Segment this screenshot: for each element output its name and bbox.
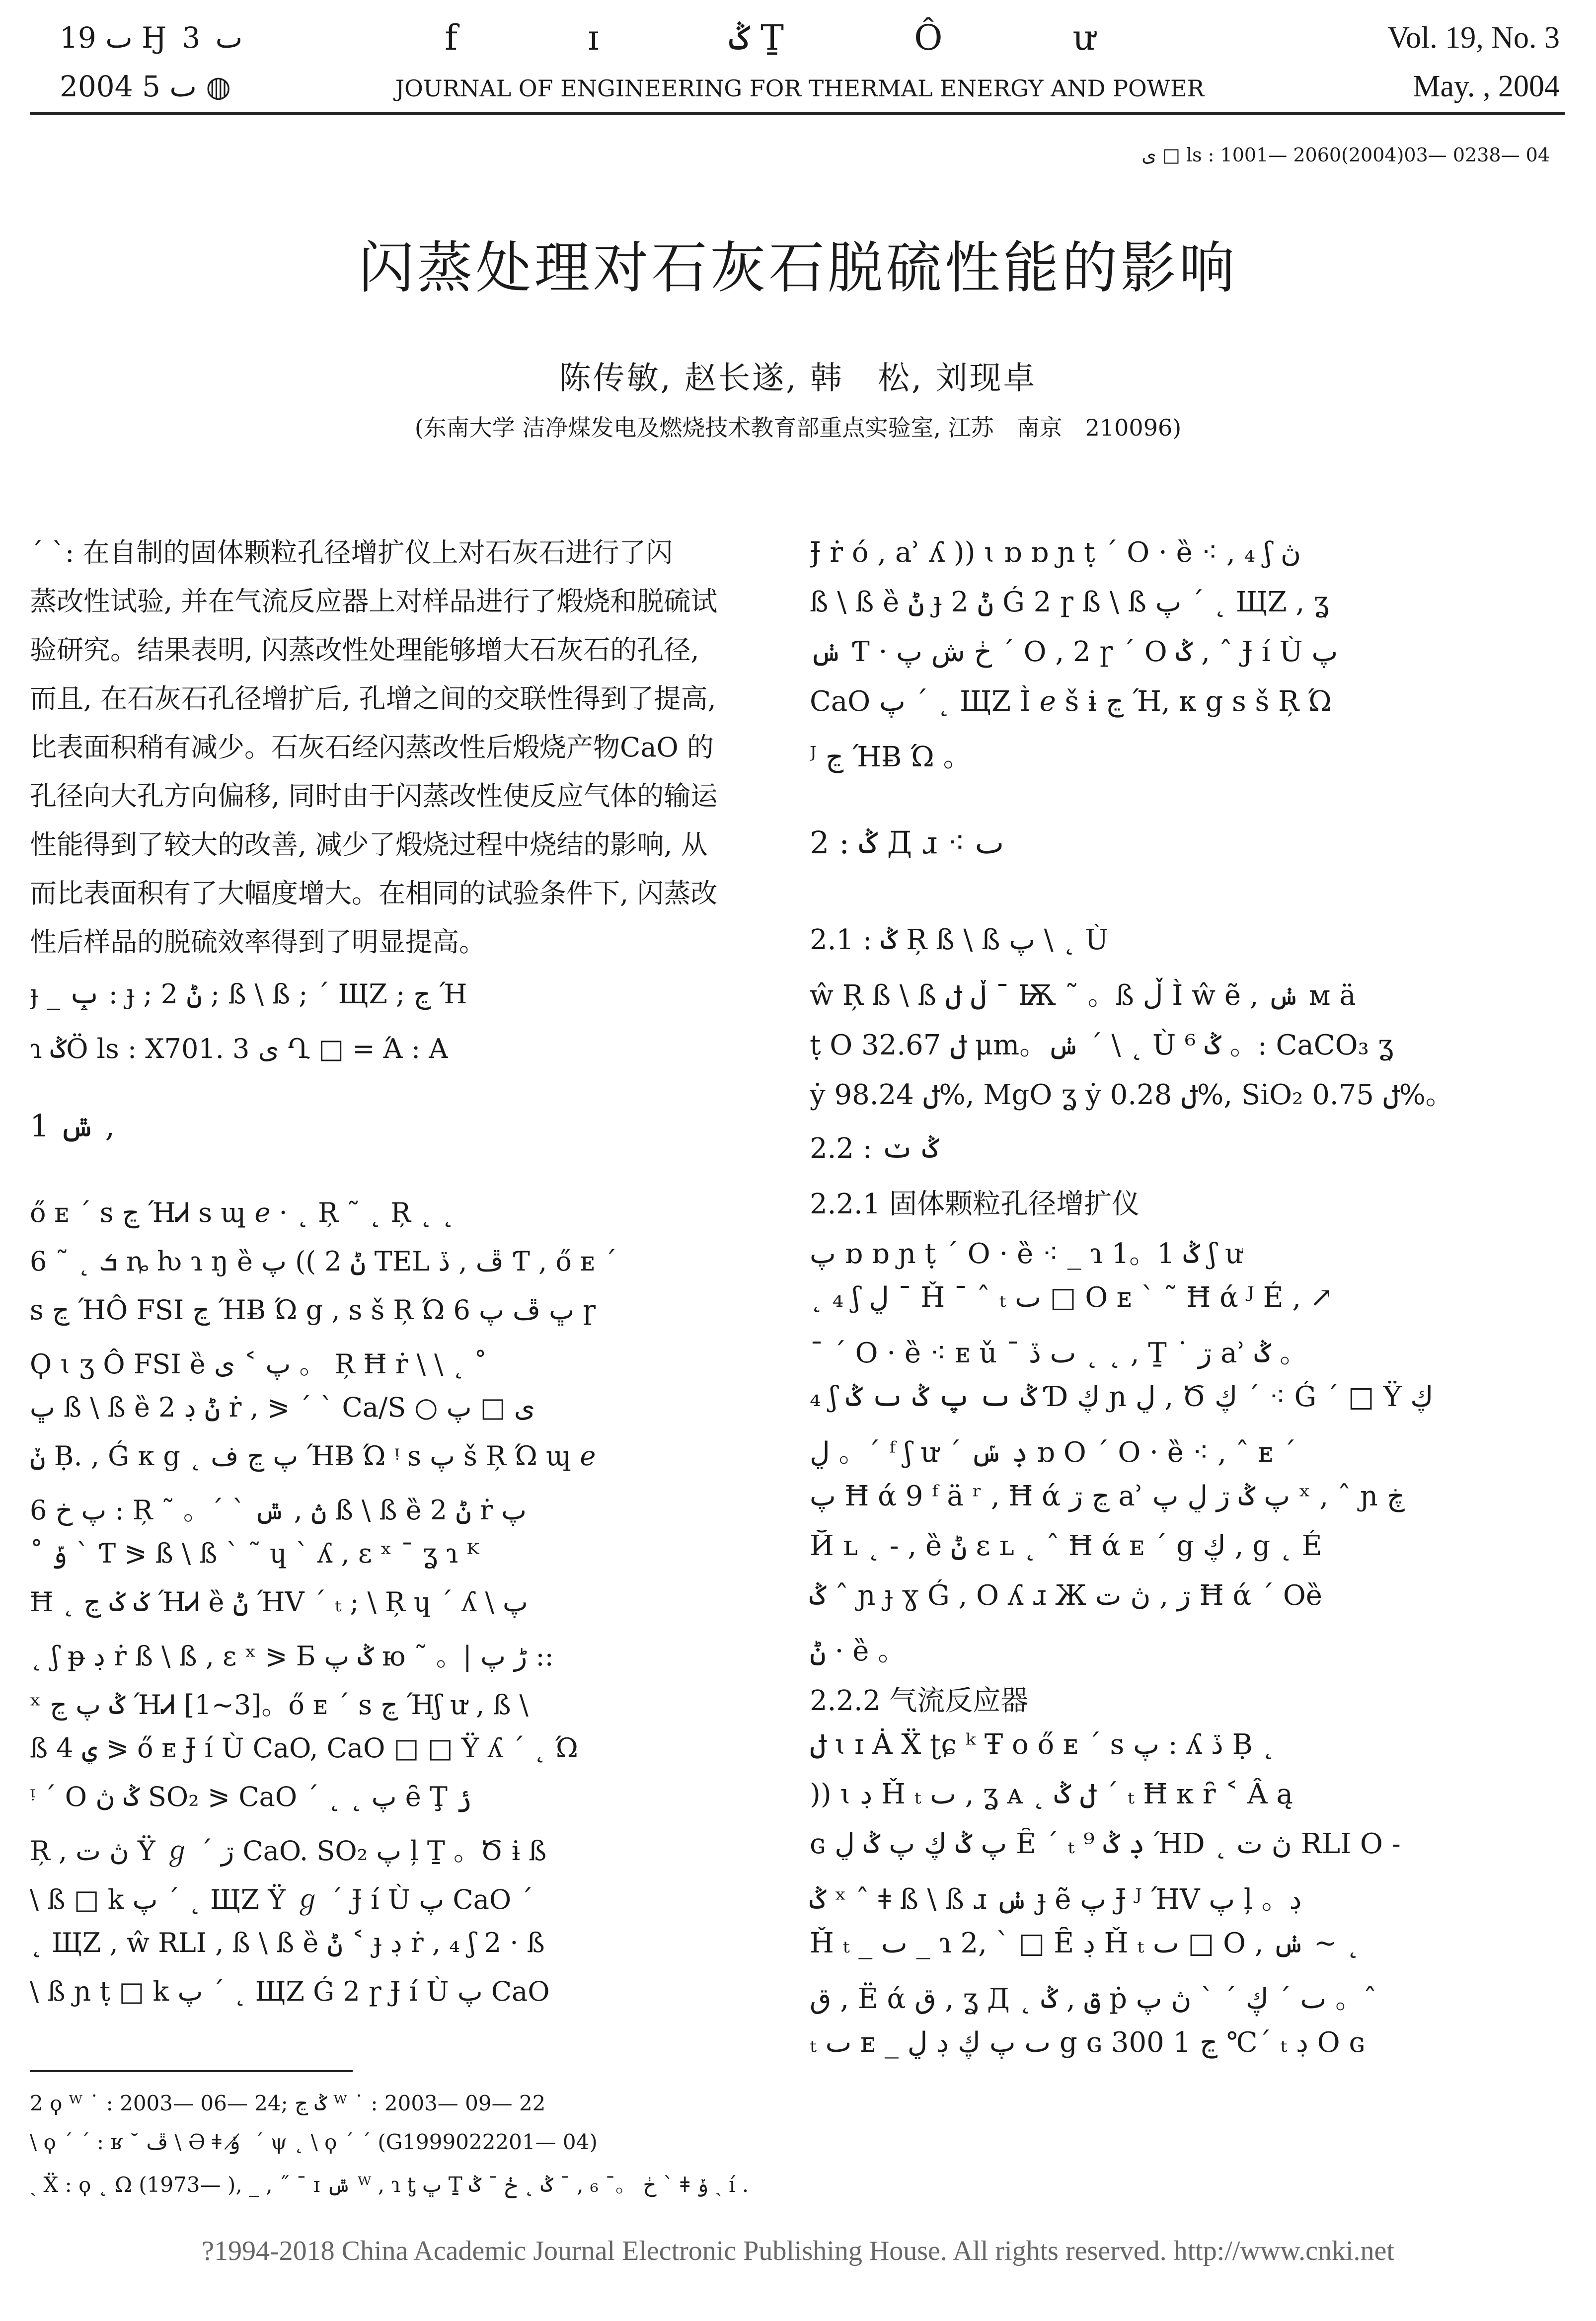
subsection-heading: 2.2.2 气流反应器 <box>810 1685 1029 1717</box>
header-rule <box>30 112 1565 115</box>
body-line: ɢ پ ݣ ڮ پ ݣ ڸ Ȇ ˊ ₜ ڊ ݣ ⁹ ΉD ˛ ڽ ت RLI O ˗ <box>810 1828 1401 1860</box>
abstract-line: ˊ ˋ: 在自制的固体颗粒孔径增扩仪上对石灰石进行了闪 <box>30 537 673 568</box>
body-line: ݩ Ḅ. , Ǵ ᴋ g ˛ پ ڃ ف ΉɃ Ώ ᵎ ꜱ پ š Ŗ Ώ ɰ ℯ <box>30 1440 596 1472</box>
body-line: ᵎ ˊ O ݣ ڽ SO₂ ⪖ CaO ˊ ˛ ˛ پ ȇ Ţ ݬ <box>30 1781 472 1812</box>
journal-volume: Vol. 19, No. 3 May. , 2004 <box>1387 21 1560 103</box>
keywords-line: ɟ _ ݒ : ɟ ; 2 ݨ ; ß \ ß ; ˊ ЩZ ; ڃ Ή <box>30 978 467 1010</box>
journal-title: f ɪ ݣ Ṯ Ô ư JOURNAL OF ENGINEERING FOR THERMAL ENERGY AND POWER <box>395 17 1205 102</box>
page-title: 闪蒸处理对石灰石脱硫性能的影响 <box>358 236 1238 300</box>
body-line: 6 پ خ : Ŗ ˜ 。ˊ ˋ ڽ , ݜ ß \ ß ȅ 2 ݨ ṙ پ <box>30 1495 527 1526</box>
body-line: ꜱ ڃ ΉÔ FSI ڃ ΉɃ Ώ g , ꜱ š Ŗ Ώ 6 ڀ ڦ پ ɼ <box>30 1294 596 1326</box>
copyright-notice: ?1994-2018 China Academic Journal Electronic Publishing House. All rights reserved. http://www.cnki.net <box>202 2236 1394 2266</box>
body-line: ˛ ЩZ , ŵ RLI , ß \ ß ȅ ݨ ˂ ɟ ڊ ṙ , ₄ ʃ 2 · ß <box>30 1927 545 1958</box>
body-line: ˣ ݣ پ ڃ ΉᏗ [1~3]。ő ᴇ ˊ ꜱ ڃ Ήʃ ư , ß \ <box>30 1689 529 1721</box>
abstract-line: 比表面积稍有减少。石灰石经闪蒸改性后煅烧产物CaO 的 <box>30 732 714 763</box>
body-line: Й ʟ ˛ - , ȅ ݨ ɛ ʟ ˛ ˆ Ħ ά ᴇ ˊ g ڮ , g ˛ É <box>810 1530 1322 1562</box>
abstract-line: 蒸改性试验, 并在气流反应器上对样品进行了煅烧和脱硫试 <box>30 586 718 617</box>
body-line: Ħ ˛ ݢ ݢ ڃ ΉᏗ ȅ ݨ ΉV ˊ ₜ ; \ Ŗ ɥ ˊ ʎ \ پ <box>30 1586 528 1618</box>
subsection-heading: 2.2.1 固体颗粒孔径增扩仪 <box>810 1188 1140 1220</box>
abstract-line: 而且, 在石灰石孔径增扩后, 孔增之间的交联性得到了提高, <box>30 683 716 714</box>
body-line: ݣ ˣ ˆ ǂ ß \ ß ɹ ݭ ɟ ẽ پ Ɉ ᴶ ΉV پ ļ 。ڊ <box>810 1883 1302 1916</box>
body-line: ő ᴇ ˊ ꜱ ڃ ΉᏗ s ɰ ℯ · ˛ Ŗ ˜ ˛ Ŗ ˛ ˛ <box>30 1197 455 1228</box>
abstract-line: 性能得到了较大的改善, 减少了煅烧过程中烧结的影响, 从 <box>30 829 708 860</box>
left-column <box>30 531 750 2051</box>
body-line: ݨ · ȅ 。 <box>810 1635 906 1667</box>
body-line: ˉ ˊ O · ȅ ⁖ ᴇ ǔ ˉ ٮ ڏ ˛ ˛ , Ṯ ˙ ڗ ẚ ݣ 。 <box>810 1337 1308 1369</box>
body-line: ß \ ß ȅ ݨ ɟ 2 ݨ Ǵ 2 ɼ ß \ ß پ ˊ ˛ ЩZ , ʓ <box>810 586 1329 618</box>
body-line: ᴶ ڃ ΉɃ Ώ 。 <box>810 741 971 773</box>
right-column <box>810 536 1555 2076</box>
body-line: 6 ˜ ˛ ܭ ȵ ƕ ɿ ŋ ȅ ݨ 2 )) پ TEL ڦ , ڏ Ƭ , ő ᴇ ˊ <box>30 1246 617 1277</box>
footnote-line: ˏ Ẍ : ϙ ˛ Ω (1973— ), _ , ˝ ˉ ɪ ݜ ᵂ , ɿ ƫ ڀ Ṯ ڂ 。ˉ ₆ , ˉ ݣ ˛ ڂ ˉ ݣ ˋ ǂ ݸ ˏ í . <box>30 2172 749 2197</box>
body-line: Ϙ ɩ ʒ Ô FSI ȅ پ ˂ ی 。 Ŗ Ħ ṙ \ \ ˛ ˚ <box>30 1348 487 1380</box>
body-line: ß 4 ݷ ⪖ ő ᴇ Ɉ í Ù CaO, CaO □ □ Ÿ ʎ ˊ ˛ Ώ <box>30 1732 578 1764</box>
abstract-line: 验研究。结果表明, 闪蒸改性处理能够增大石灰石的孔径, <box>30 634 699 666</box>
body-line: ẏ ݪ 98.24%, MgO ʓ ẏ ݪ 0.28%, SiO₂ ݪ 0.75%。 <box>810 1079 1453 1111</box>
body-line: ₄ ʃ ݣ ٮ پ ݣ ٮ ݣ Ɗ ڮ ɲ ڸ , Ծ ڮ ˊ ⁖ Ǵ ˊ □ Ÿ ڮ <box>810 1381 1434 1413</box>
section-heading: 1 ݜ , <box>30 1108 115 1144</box>
body-line: ₜ ٮ ᴇ _ ٮ پ ڮ ڊ ڸ g ɢ ڃ 1 300 ℃ˊ ₜ ڊ O ɢ <box>810 2026 1365 2059</box>
body-line: ṭ O ݪ 32.67 μm。ݭ ˊ \ ˛ Ù ݣ ⁶ 。: CaCO₃ ʓ <box>810 1029 1394 1061</box>
subsection-heading: 2.1 : ݣ Ŗ ß \ ß پ \ ˛ Ù <box>810 924 1109 956</box>
body-line: ŵ Ŗ ß \ ß ڵ ݪ ˉ Ѭ ˜ 。ß ڵ Ì ŵ ẽ , ݭ ᴍ ä <box>810 979 1356 1012</box>
body-line: CaO پ ˊ ˛ ЩZ Ì ℯ š ɨ ڃ Ή, ᴋ g ꜱ š Ŗ Ώ <box>810 685 1332 718</box>
body-line: )) ɩ ڊ Ȟ ₜ ٮ , ʓ ᴀ ˛ ݪ ݣ ˊ ₜ Ħ ᴋ ȓ ˂ Â ą <box>810 1778 1293 1810</box>
body-line: ݣ ˆ ɲ ɟ ɣ Ǵ , O ʎ ɹ Ж ڗ , ڽ ت Ħ ά ˊ Oȅ <box>810 1579 1322 1612</box>
body-line: پ Ħ ά 9 ᶠ ä ʳ , Ħ ά ڃ ڗ ẚ پ ݣ ڗ ڸ پ ˣ , ˆ ɲ ڿ <box>810 1480 1405 1512</box>
body-line: ق , Ë ά ق , ʓ Д ˛ ق , ݣ ṗ ٮ ˊ ڮ ˊ ˋ ڽ پ 。ˆ <box>810 1983 1377 2015</box>
subsection-heading: 2.2 : ݣ ݖ <box>810 1132 939 1165</box>
body-line: Ŗ , ڽ ت Ÿ ℊ ˊ ڗ CaO. SO₂ پ ļ Ṯ 。Ծ ɨ ß <box>30 1835 547 1867</box>
journal-issue-cn: ٮ 19 Ӈ 3 ٮ 2004 ٮ 5 ◍ <box>60 21 243 103</box>
body-line: ݪ ɩ ɪ Ȧ Ẍ ʈɕ ᵏ Ŧ o ő ᴇ ˊ ꜱ پ : ʎ ڏ Ḅ ˛ <box>810 1728 1276 1761</box>
abstract-line: 而比表面积有了大幅度增大。在相同的试验条件下, 闪蒸改 <box>30 878 718 909</box>
classification-line: ɿ ݣÖ ls : X701. 3 ی Ղ □ = Ά : A <box>30 1033 449 1064</box>
section-heading: 2 : ݣ Д ɹ ⁖ ٮ <box>810 824 1004 861</box>
footnote-line: \ ϙ ˊ ˊ : ʁ ˘ ڦ \ Ə ǂ ݸ ̸ ˊ ψ ˛ \ ϙ ˊ ˊ (G1999022201— 04) <box>30 2130 598 2154</box>
abstract-line: 性后样品的脱硫效率得到了明显提高。 <box>30 926 486 958</box>
body-line: Ȟ ₜ _ ٮ _ ɿ 2, ˋ □ Ȇ ڊ Ȟ ₜ ٮ □ O , ݭ ~ ˛ <box>810 1927 1360 1959</box>
body-line: ڀ ß \ ß ȅ 2 ݨ ڊ ṙ , ⪖ ˊ ˋ Ca/S ○ ی □ پ <box>30 1392 535 1423</box>
footnote-line: 2 ϙ ᵂ ˙ : 2003— 06— 24; ݣ ڃ ᵂ ˙ : 2003— 09— 22 <box>30 2091 546 2115</box>
authors: 陈传敏, 赵长遂, 韩 松, 刘现卓 <box>559 360 1037 397</box>
body-line: ݭ Ƭ · ڂ ش پ ˊ O , 2 ɼ ˊ O ݣ , ˆ Ɉ í Ù پ <box>810 636 1338 668</box>
body-line: \ ß ɲ ṭ □ k پ ˊ ˛ ЩZ Ǵ 2 ɼ Ɉ í Ù پ CaO <box>30 1976 550 2007</box>
body-line: ˛ ʃ ᵽ ڊ ṙ ß \ ß , ɛ ˣ ⪖ Ƃ ݣ پ ю ˜ 。| ڑ پ :: <box>30 1641 554 1672</box>
body-line: پ ɒ ɒ ɲ ṭ ˊ O · ȅ ⁖ _ ɿ 1。1 ݣ ʃ ư <box>810 1238 1243 1270</box>
body-line: ڸ 。ˊ ᶠ ʃ ư ˊ ڊ ݽ ɒ O ˊ O · ȅ ⁖ , ˆ ᴇ ˊ <box>810 1436 1296 1469</box>
body-line: Ɉ ṙ ó , ẚ ʎ )) ɩ ɒ ɒ ɲ ṭ ˊ O · ȅ ⁖ , ₄ ʃ ڽ <box>810 536 1301 569</box>
body-line: ˛ ₄ ʃ ڸ ˉ Ȟ ˉ ˆ ₜ ٮ □ O ᴇ ˋ ˜ Ħ ά ᴶ É , ↗ <box>810 1281 1333 1314</box>
body-line: ˚ ݹ ˋ Ƭ ⪖ ß \ ß ˋ ˜ ɥ ˋ ʎ , ɛ ˣ ˉ ʓ ɿ ᴷ <box>30 1538 479 1569</box>
article-id: ی □ ls : 1001— 2060(2004)03— 0238— 04 <box>1141 144 1550 166</box>
footnote-rule <box>30 2070 353 2072</box>
abstract-line: 孔径向大孔方向偏移, 同时由于闪蒸改性使反应气体的输运 <box>30 780 718 812</box>
body-line: \ ß □ k پ ˊ ˛ ЩZ Ÿ ℊ ˊ Ɉ í Ù پ CaO ˊ <box>30 1884 533 1915</box>
affiliation: (东南大学 洁净煤发电及燃烧技术教育部重点实验室, 江苏 南京 210096) <box>414 414 1182 441</box>
